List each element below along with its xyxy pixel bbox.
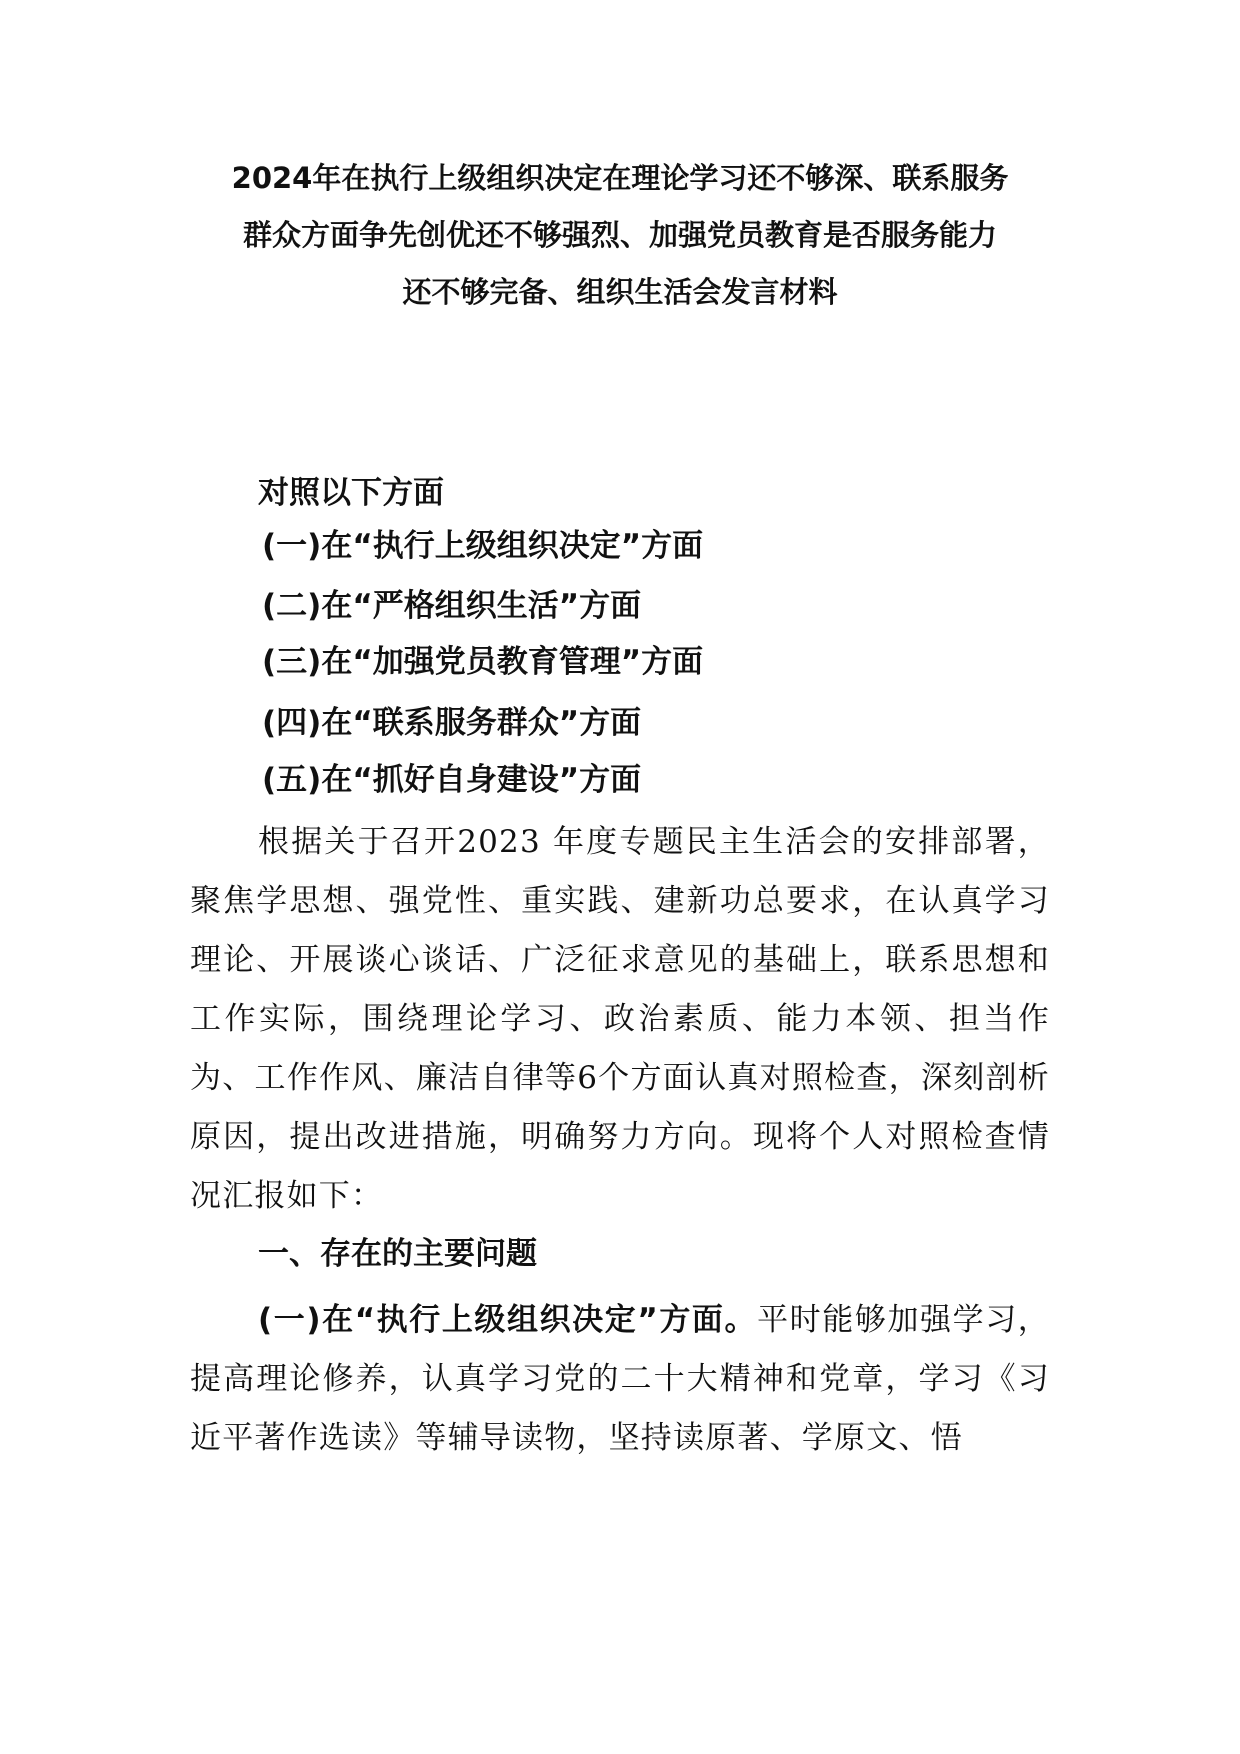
title-line-1: 2024年在执行上级组织决定在理论学习还不够深、联系服务 <box>231 161 1009 195</box>
aspects-intro: 对照以下方面 <box>258 475 444 511</box>
title-line-2: 群众方面争先创优还不够强烈、加强党员教育是否服务能力 <box>242 218 997 252</box>
aspect-item-2: (二)在“严格组织生活”方面 <box>262 588 642 624</box>
aspect-item-4: (四)在“联系服务群众”方面 <box>262 705 642 741</box>
section1-paragraph <box>190 1291 1050 1468</box>
intro-paragraph: 根据关于召开2023 年度专题民主生活会的安排部署，聚焦学思想、强党性、重实践、建新功总要求，在认真学习理论、开展谈心谈话、广泛征求意见的基础上，联系思想和工作实际，围绕理论学习、政治素质、能力本领、担当作为、工作作风、廉洁自律等6个方面认真对照检查，深刻剖析原因，提出改进措施，明确努力方向。现将个人对照检查情况汇报如下： <box>190 824 1050 1214</box>
section1-lead: (一)在“执行上级组织决定”方面。 <box>258 1302 758 1338</box>
aspect-item-3: (三)在“加强党员教育管理”方面 <box>262 644 704 680</box>
section1-text: 平时能够加强学习，提高理论修养，认真学习党的二十大精神和党章，学习《习近平著作选读》等辅导读物，坚持读原著、学原文、悟 <box>190 1302 1050 1456</box>
section-heading: 一、存在的主要问题 <box>258 1236 537 1272</box>
document-title <box>150 150 1090 321</box>
title-line-3: 还不够完备、组织生活会发言材料 <box>402 275 838 309</box>
aspect-item-1: (一)在“执行上级组织决定”方面 <box>262 528 704 564</box>
aspect-item-5: (五)在“抓好自身建设”方面 <box>262 762 642 798</box>
